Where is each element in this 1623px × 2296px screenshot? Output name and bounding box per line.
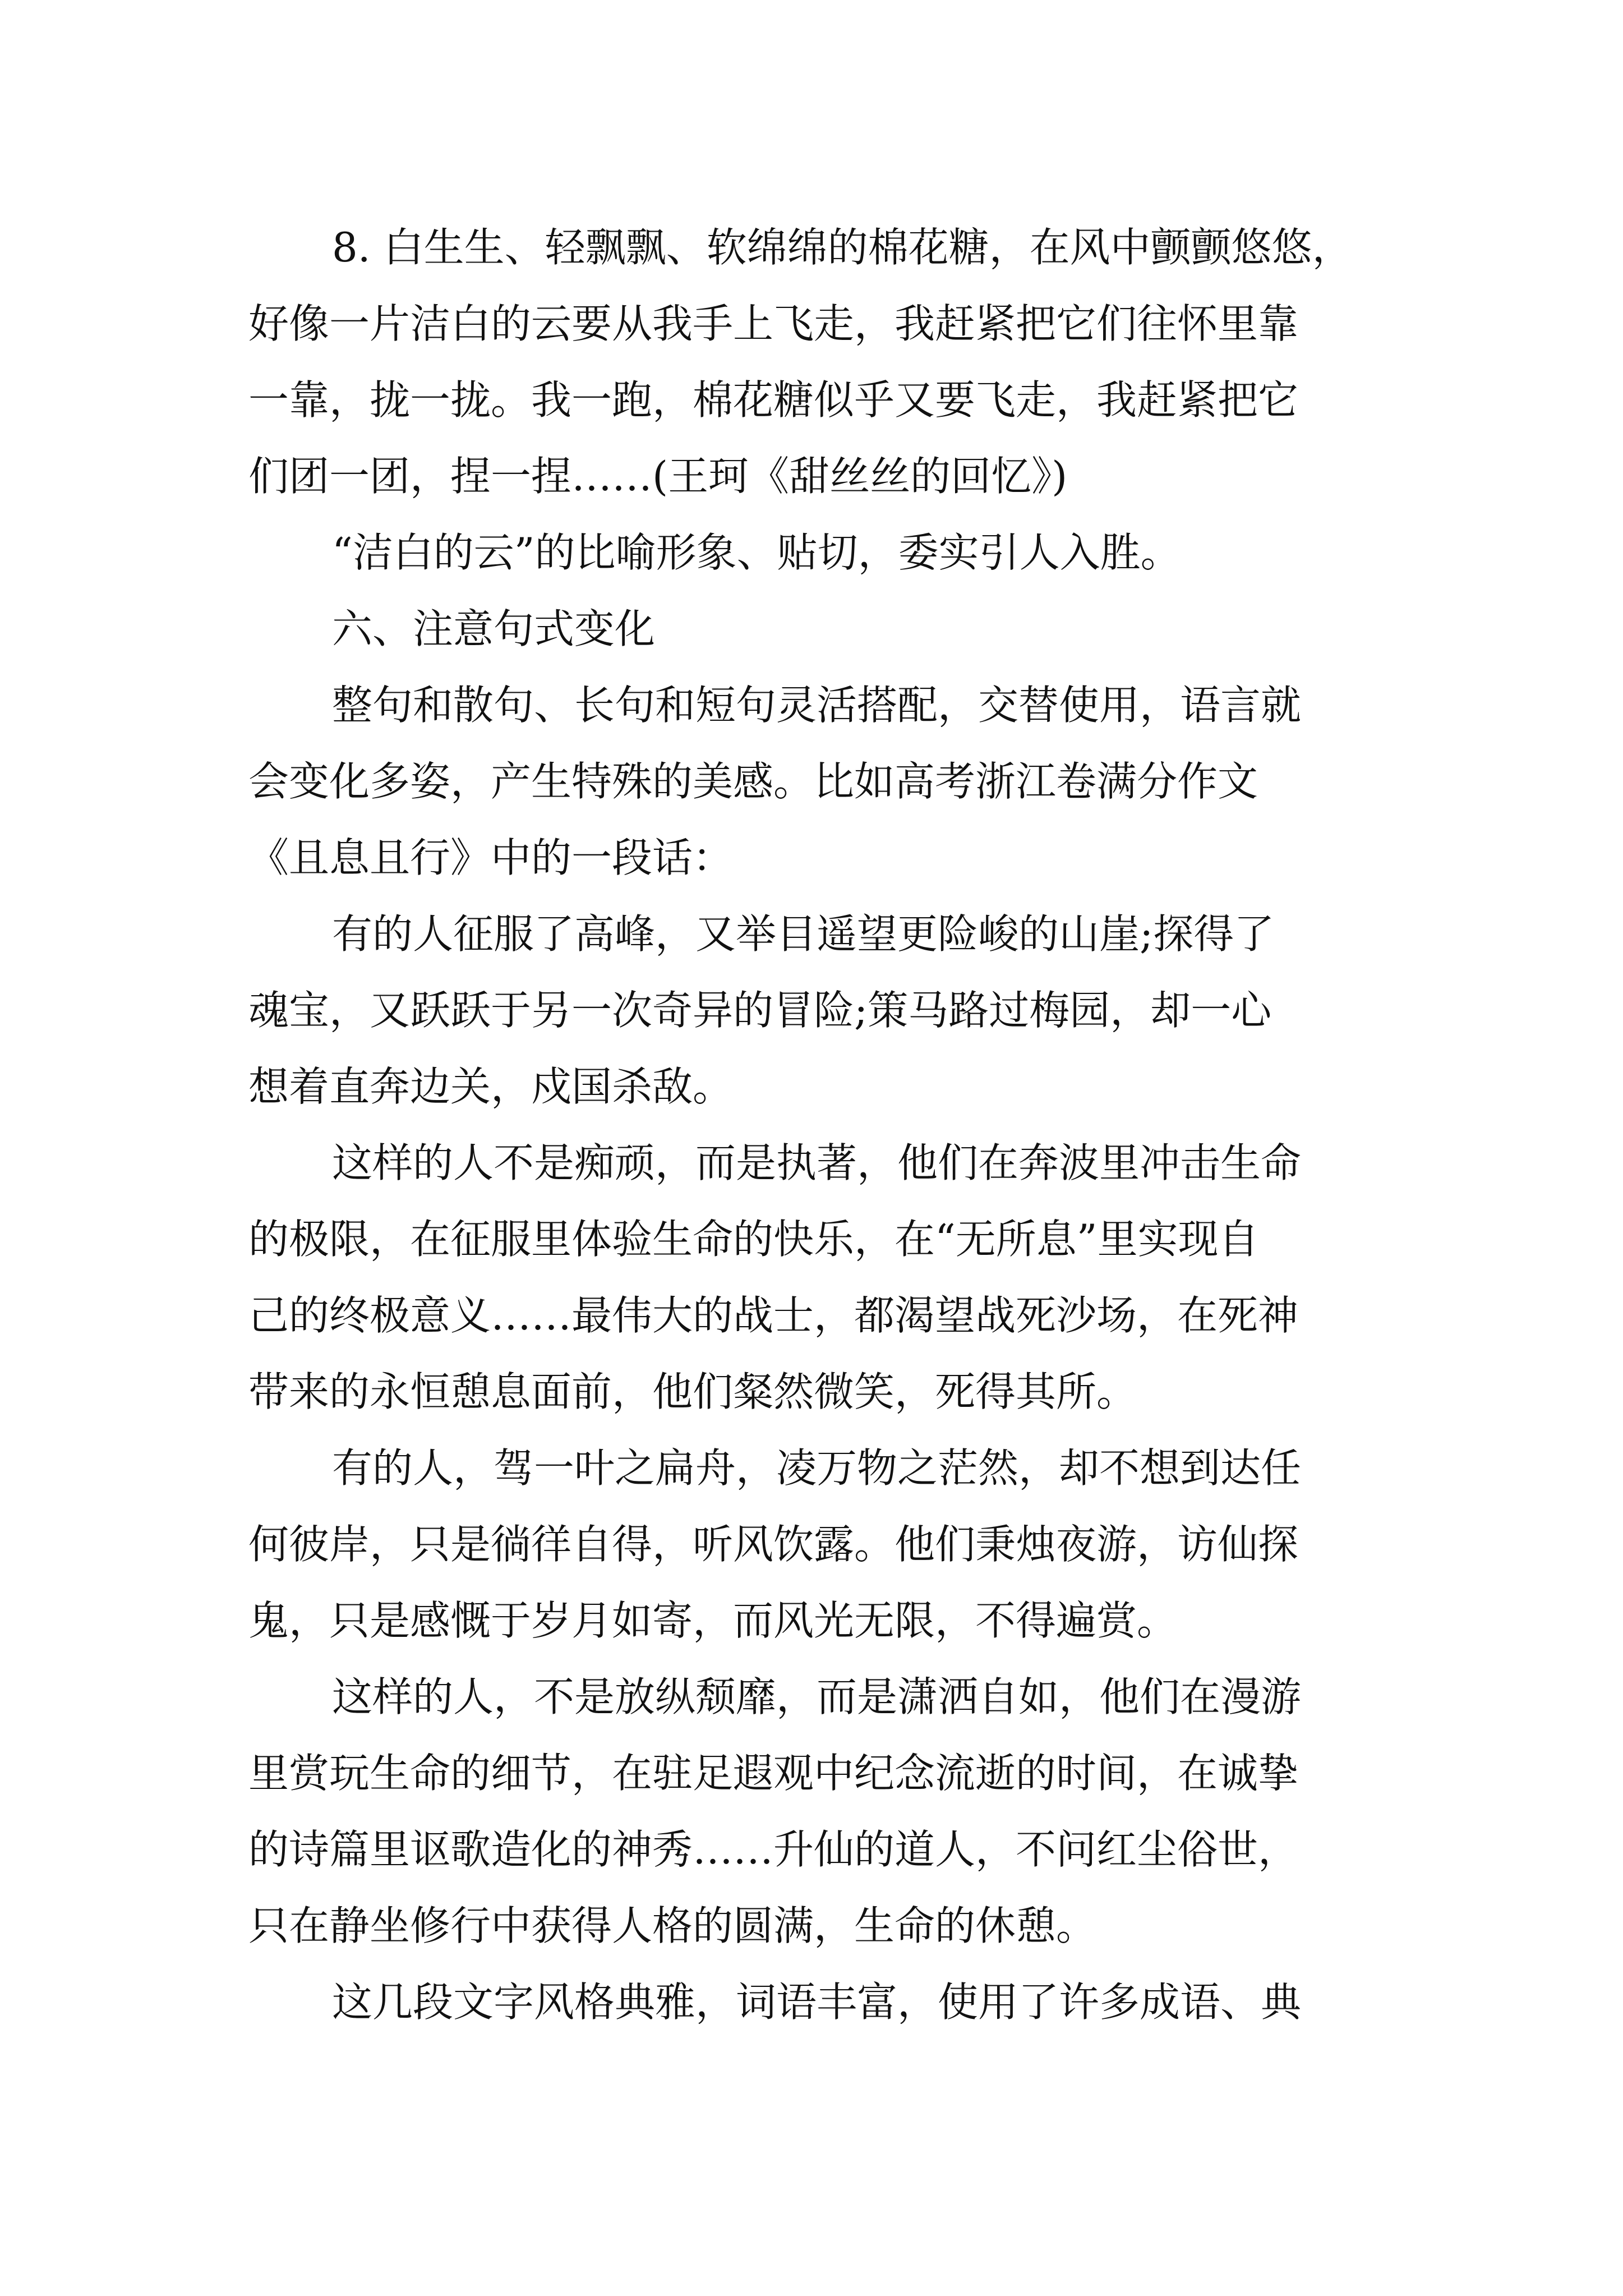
text-line: 好像一片洁白的云要从我手上飞走，我赶紧把它们往怀里靠: [248, 300, 1299, 347]
text-line: 有的人征服了高峰，又举目遥望更险峻的山崖;探得了: [332, 910, 1275, 958]
text-line: 8. 白生生、轻飘飘、软绵绵的棉花糖，在风中颤颤悠悠，: [332, 224, 1353, 271]
text-line: 《且息且行》中的一段话：: [248, 834, 734, 881]
text-line: 会变化多姿，产生特殊的美感。比如高考浙江卷满分作文: [248, 758, 1258, 805]
text-line: 这样的人不是痴顽，而是执著，他们在奔波里冲击生命: [332, 1139, 1302, 1186]
text-line: 一靠，拢一拢。我一跑，棉花糖似乎又要飞走，我赶紧把它: [248, 376, 1299, 424]
section-heading: 六、注意句式变化: [332, 605, 656, 652]
text-line: 想着直奔边关，戍国杀敌。: [248, 1063, 734, 1110]
text-line: 己的终极意义……最伟大的战士，都渴望战死沙场，在死神: [248, 1292, 1299, 1339]
text-line: 鬼，只是感慨于岁月如寄，而风光无限，不得遍赏。: [248, 1597, 1178, 1644]
text-line: “洁白的云”的比喻形象、贴切，委实引人入胜。: [332, 529, 1181, 576]
text-line: 的诗篇里讴歌造化的神秀……升仙的道人，不问红尘俗世，: [248, 1826, 1299, 1873]
text-line: 带来的永恒憩息面前，他们粲然微笑，死得其所。: [248, 1368, 1137, 1415]
text-line: 魂宝，又跃跃于另一次奇异的冒险;策马路过梅园，却一心: [248, 987, 1272, 1034]
text-line: 整句和散句、长句和短句灵活搭配，交替使用，语言就: [332, 682, 1302, 729]
text-line: 里赏玩生命的细节，在驻足遐观中纪念流逝的时间，在诚挚: [248, 1750, 1299, 1797]
text-line: 有的人，驾一叶之扁舟，凌万物之茫然，却不想到达任: [332, 1444, 1302, 1492]
text-line: 这样的人，不是放纵颓靡，而是潇洒自如，他们在漫游: [332, 1673, 1302, 1720]
text-line: 这几段文字风格典雅，词语丰富，使用了许多成语、典: [332, 1978, 1302, 2026]
text-line: 们团一团，捏一捏……(王珂《甜丝丝的回忆》): [248, 453, 1068, 500]
text-line: 只在静坐修行中获得人格的圆满，生命的休憩。: [248, 1902, 1097, 1949]
text-line: 何彼岸，只是徜徉自得，听风饮露。他们秉烛夜游，访仙探: [248, 1521, 1299, 1568]
text-line: 的极限，在征服里体验生命的快乐，在“无所息”里实现自: [248, 1216, 1259, 1263]
